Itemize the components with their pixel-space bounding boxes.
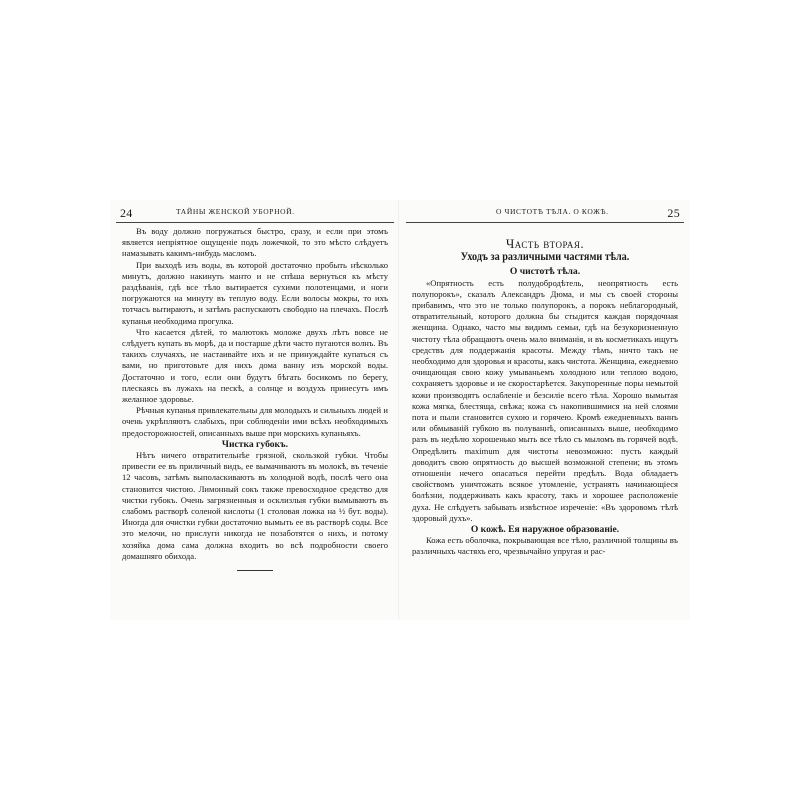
part-title: Часть вторая. (505, 236, 585, 251)
left-header-rule (116, 222, 394, 223)
left-page-body (122, 226, 388, 571)
part-subtitle: Уходъ за различными частями тѣла. (460, 249, 630, 264)
left-paragraph: Нѣтъ ничего отвратительнѣе грязной, скользкой губки. Чтобы привести ее въ приличный видъ, ее вымачиваютъ въ молокѣ, въ теченіе 12 часовъ, затѣмъ выполаскиваютъ въ холодной водѣ, послѣ чего она становится чистою. Лимонный сокъ также превосходное средство для чистки губокъ. Очень загрязненныя и осклизлыя губки вымываютъ въ слабомъ растворѣ соленой кислоты (1 столовая ложка на ½ бут. воды). Иногда для очистки губки достаточно вымыть ее въ растворѣ соды. Все это мелочи, но прислуги никогда не позаботятся о нихъ, и потому хозяйка дома сама должна входить во всѣ подробности своего домашняго обихода. (122, 450, 388, 561)
right-paragraph: Кожа есть оболочка, покрывающая все тѣло, различной толщины въ различныхъ частяхъ его, чрезвычайно упругая и рас- (412, 535, 678, 557)
left-paragraph: При выходѣ изъ воды, въ которой достаточно пробыть нѣсколько минутъ, должно накинуть манто и не спѣша вернуться къ мѣсту раздѣванія, гдѣ все тѣло вытирается сухими полотенцами, и ноги погружаются на минуту въ теплую воду. Если волосы мокры, то ихъ тотчасъ вытираютъ, и затѣмъ распускаютъ свободно на плечахъ. Послѣ купанья необходима прогулка. (122, 259, 388, 326)
right-page-body (412, 226, 678, 558)
left-paragraph: Въ воду должно погружаться быстро, сразу, и если при этомъ является непріятное ощущеніе подъ ложечкой, то это мѣсто слѣдуетъ намазывать какимъ-нибудь масломъ. (122, 226, 388, 259)
right-page (400, 200, 690, 620)
right-paragraph: «Опрятность есть полудобродѣтель, неопрятность есть полупорокъ», сказалъ Александръ Дюма, и мы съ своей стороны прибавимъ, что это не только полупорокъ, а порокъ неблагородный, отвратительный, которого должна бы стыдится каждая порядочная женщина. Однако, часто мы видимъ семьи, гдѣ на безукоризненную чистоту тѣла обращаютъ очень мало вниманія, и въ косметикахъ ищутъ средствъ для поддержанія красоты. Между тѣмъ, ничто такъ не необходимо для здоровья и красоты, какъ чистота. Женщина, ежедневно очищающая свою кожу умываньемъ холодною или теплою водою, сохраняетъ здоровье и не скоростарѣется. Закупоренные поры немытой кожи производятъ ослабленіе и безсиліе всего тѣла. Хорошо вымытая кожа мягка, блестяща, свѣжа; кожа съ накопившимися на ней слоями пота и пыли становится сухою и горячею. Кромѣ ежедневныхъ ваннъ или обмываній губкою въ полуваннѣ, описанныхъ выше, необходимо разъ въ недѣлю хорошенько мыть все тѣло съ мыломъ въ горячей водѣ. Опредѣлить maximum для чистоты невозможно: пусть каждый доводитъ свою опрятность до высшей возможной степени; въ этомъ отношеніи нечего опасаться перейти предѣлъ. Вода обладаетъ свойствомъ уничтожать всякое утомленіе, устранять начинающіеся болѣзни, поддерживать какъ красоту, такъ и хорошее расположеніе духа. Не слѣдуетъ забывать извѣстное изреченіе: «Въ здоровомъ тѣлѣ здоровый духъ». (412, 277, 678, 523)
left-page (110, 200, 400, 620)
left-running-title: ТАЙНЫ ЖЕНСКОЙ УБОРНОЙ. (176, 207, 295, 216)
right-running-head (406, 206, 684, 220)
right-header-rule (406, 222, 684, 223)
left-running-head (116, 206, 394, 220)
left-section-heading: Чистка губокъ. (221, 438, 289, 450)
right-page-number: 25 (667, 206, 680, 220)
end-dash-divider (237, 570, 273, 571)
right-section-heading: О чистотѣ тѣла. (509, 266, 581, 278)
left-paragraph: Что касается дѣтей, то малютокъ моложе двухъ лѣтъ вовсе не слѣдуетъ купать въ морѣ, да и постарше дѣти часто пугаются волнъ. Въ такихъ случаяхъ, не настаивайте ихъ и не принуждайте купаться съ вами, но приготовьте для нихъ дома ванну изъ морской воды. Достаточно и того, если они будутъ бѣгать босикомъ по берегу, плескаясь въ лужахъ на пескѣ, а солнце и воздухъ принесутъ имъ желанное здоровье. (122, 326, 388, 405)
right-section-heading: О кожѣ. Ея наружное образованіе. (470, 524, 620, 536)
right-running-title: О ЧИСТОТѢ ТѢЛА. О КОЖѢ. (496, 207, 609, 216)
left-page-number: 24 (120, 206, 133, 220)
left-paragraph: Рѣчныя купанья привлекательны для молодыхъ и сильныхъ людей и очень укрѣпляютъ слабыхъ, при соблюденіи ими всѣхъ необходимыхъ предосторожностей, описанныхъ выше при морскихъ купаньяхъ. (122, 405, 388, 438)
